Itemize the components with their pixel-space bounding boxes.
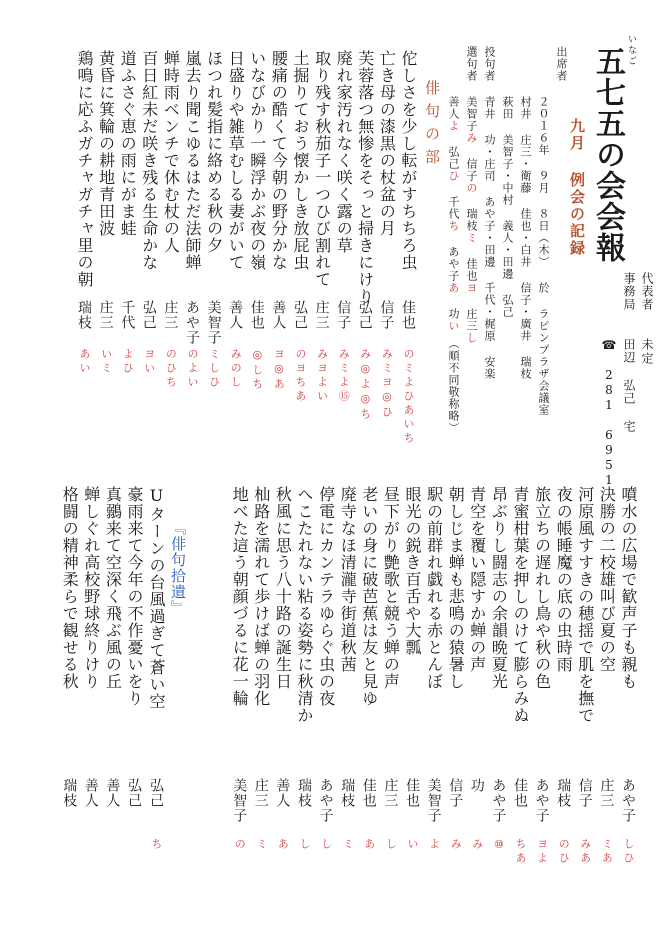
- haiku-text: 停電にカンテラゆらぐ虫の夜: [316, 486, 336, 707]
- haiku-text: 取り残す秋茄子一つひび割れて: [312, 50, 332, 288]
- haiku-author: 瑞枝: [296, 778, 312, 808]
- haiku-text: 旅立ちの遅れし鳥や秋の色: [532, 486, 552, 690]
- haiku-author: 善人: [227, 300, 244, 330]
- haiku-author: 佳也: [360, 778, 377, 808]
- haiku-text: 蝉時雨ベンチで休む杖の人: [161, 50, 181, 254]
- selectors-line-1: 美智子み 信子の 瑞枝ミ 佳也ヨ 庄三し: [465, 96, 478, 344]
- haiku-author: 瑞枝: [555, 778, 572, 808]
- attendees-line-1: 村井 庄三・衛藤 佳也・白井 信子・廣井 瑞枝: [519, 96, 532, 380]
- haiku-votes: ヨ◎あ: [272, 348, 286, 392]
- haiku-text: 日盛りや雑草むしる妻がいて: [226, 50, 246, 271]
- haiku-votes: ち: [150, 838, 163, 852]
- title-ruby: いなご: [626, 34, 636, 67]
- haiku-votes: ⑩: [492, 838, 506, 854]
- office-label: 事務局: [622, 272, 636, 311]
- picks-title: 『俳句拾遺』: [169, 520, 187, 616]
- haiku-author: 善人: [104, 778, 121, 808]
- haiku-author: 佳也: [248, 300, 265, 330]
- haiku-text: 百日紅未だ咲き残る生命かな: [139, 50, 159, 271]
- haiku-text: 佗しさを少し転がすちちろ虫: [399, 50, 418, 271]
- haiku-author: 千代: [119, 300, 136, 330]
- haiku-votes: ヨい: [142, 348, 156, 376]
- haiku-votes: あ: [362, 838, 376, 852]
- haiku-author: 信子: [335, 300, 352, 330]
- haiku-author: 庄三: [97, 300, 114, 330]
- haiku-votes: みミヨ◎ひ: [380, 348, 394, 420]
- haiku-author: 瑞枝: [339, 778, 356, 808]
- haiku-votes: い: [406, 838, 419, 852]
- haiku-author: 弘己: [126, 778, 142, 808]
- haiku-author: 善人: [270, 300, 287, 330]
- haiku-votes: しひ: [622, 838, 635, 866]
- haiku-author: 佳也: [512, 778, 528, 808]
- haiku-votes: み: [449, 838, 463, 852]
- haiku-author: 庄三: [598, 778, 615, 808]
- haiku-text: 眼光の鋭き百舌や大瓢: [403, 486, 422, 656]
- haiku-author: 善人: [274, 778, 291, 808]
- haiku-author: 瑞枝: [76, 300, 92, 330]
- haiku-author: あや子: [533, 778, 550, 823]
- haiku-votes: のヨちあ: [294, 348, 307, 404]
- haiku-author: 弘己: [356, 300, 373, 330]
- haiku-text: 亡き母の漆黒の杖盆の月: [377, 50, 397, 237]
- haiku-votes: ちあ: [514, 838, 527, 866]
- haiku-text: 鶏鳴に応ふガチャガチャ里の朝: [75, 50, 94, 288]
- selectors-line-2: 善人よ 弘己ひ 千代ち あや子あ 功い: [447, 96, 460, 332]
- haiku-author: 庄三: [382, 778, 399, 808]
- haiku-text: 決勝の二校雄叫び夏の空: [597, 486, 617, 673]
- haiku-author: 庄三: [252, 778, 269, 808]
- haiku-votes: ヨよ: [535, 838, 549, 866]
- haiku-votes: みヨよい: [315, 348, 329, 404]
- haiku-text: 蝉しぐれ高校野球終りけり: [81, 486, 101, 690]
- haiku-text: 青空を覆い隠すか蝉の声: [467, 486, 487, 673]
- haiku-votes: のひち: [164, 348, 178, 390]
- posters-label: 投句者: [483, 46, 496, 82]
- haiku-votes: ミ: [254, 838, 268, 852]
- haiku-author: 信子: [447, 778, 464, 808]
- haiku-votes: ミあ: [600, 838, 614, 866]
- attendees-line-2: 萩田 美智子・中村 義人・田邊 弘己: [501, 96, 514, 318]
- haiku-votes: みのし: [229, 348, 243, 390]
- haiku-text: 嵐去り聞こゆるはただ法師蝉: [183, 50, 202, 271]
- haiku-votes: ミしひ: [207, 348, 221, 390]
- haiku-text: 道ふさぐ恵の雨にがま蛙: [118, 50, 138, 237]
- haiku-text: へこたれない粘る姿勢に秋清か: [295, 486, 314, 724]
- haiku-votes: ◎しち: [250, 348, 264, 392]
- meeting-date: ２０１６年 ９月 ８日（木） 於 ラピンプラザ会議室: [537, 96, 550, 416]
- meeting-title: 九月 例会の記録: [568, 118, 586, 257]
- haiku-text: 噴水の広場で歓声子も親も: [619, 486, 638, 690]
- haiku-text: 腰痛の酷くて今朝の野分かな: [269, 50, 289, 271]
- haiku-text: 真鶸来て空深く飛ぶ風の丘: [103, 486, 123, 690]
- haiku-author: 佳也: [404, 778, 420, 808]
- haiku-votes: のミよひあいち: [402, 348, 415, 446]
- haiku-author: 弘己: [140, 300, 157, 330]
- haiku-author: 信子: [576, 778, 593, 808]
- haiku-votes: よ: [427, 838, 441, 852]
- haiku-text: Uターンの台風過ぎて蒼い空: [147, 486, 166, 710]
- haiku-author: 善人: [82, 778, 99, 808]
- haiku-votes: し: [384, 838, 398, 852]
- haiku-text: 昂ぶりし闘志の余韻晩夏光: [489, 486, 509, 690]
- telephone-number: ☎ 281 6951: [602, 338, 616, 488]
- haiku-votes: みあ: [578, 838, 592, 866]
- haiku-author: 庄三: [162, 300, 179, 330]
- haiku-votes: あ: [276, 838, 290, 852]
- haiku-author: 美智子: [231, 778, 248, 823]
- haiku-text: 河原風すすきの穂揺で肌を撫で: [575, 486, 595, 724]
- haiku-text: 秋風に思う八十路の誕生日: [273, 486, 293, 690]
- haiku-author: 佳也: [400, 300, 416, 330]
- selectors-label: 選句者: [465, 46, 478, 82]
- haiku-text: 格闘の精神柔らで観せる秋: [60, 486, 80, 690]
- haiku-author: あや子: [620, 778, 636, 823]
- haiku-votes: ミ: [341, 838, 355, 852]
- attendees-label: 出席者: [555, 46, 568, 82]
- haiku-votes: し: [319, 838, 333, 852]
- haiku-votes: の: [233, 838, 247, 852]
- haiku-text: いなびかり一瞬浮かぶ夜の嶺: [247, 50, 267, 271]
- haiku-author: 庄三: [313, 300, 330, 330]
- posters-line: 青井 功・庄司 あや子・田邊 千代・梶原 安楽: [483, 96, 496, 380]
- haiku-author: 功: [468, 778, 485, 793]
- haiku-votes: みミよ⑮: [337, 348, 351, 404]
- haiku-author: 弘己: [292, 300, 308, 330]
- haiku-text: 老いの身に破芭蕉は友と見ゆ: [359, 486, 379, 707]
- haiku-text: 地べた這う朝顔づるに花一輪: [230, 486, 250, 707]
- haiku-text: 杣路を濡れて歩けば蝉の羽化: [251, 486, 271, 707]
- haiku-section-title: 俳句の部: [423, 80, 441, 172]
- order-note: （順不同敬称略）: [447, 338, 460, 434]
- haiku-text: 昼下がり艶歌と競う蝉の声: [381, 486, 401, 690]
- haiku-text: 青蜜柑葉を押しのけて膨らみぬ: [511, 486, 530, 724]
- haiku-author: 瑞枝: [61, 778, 78, 808]
- haiku-author: 美智子: [425, 778, 442, 823]
- haiku-votes: み◎よ◎ち: [358, 348, 372, 422]
- haiku-votes: よひ: [121, 348, 135, 376]
- haiku-text: 夜の帳睡魔の底の虫時雨: [554, 486, 574, 673]
- representative-label: 代表者: [640, 272, 654, 311]
- haiku-author: あや子: [317, 778, 334, 823]
- haiku-votes: いミ: [99, 348, 113, 376]
- representative-name: 未定: [640, 338, 654, 366]
- haiku-author: あや子: [184, 300, 200, 345]
- haiku-author: あや子: [490, 778, 507, 823]
- haiku-text: 廃れ家汚れなく咲く露の草: [334, 50, 354, 254]
- haiku-author: 信子: [378, 300, 395, 330]
- haiku-author: 美智子: [205, 300, 222, 345]
- haiku-text: 朝しじま蝉も悲鳴の猿暑し: [446, 486, 466, 690]
- haiku-votes: のよい: [186, 348, 199, 390]
- haiku-text: 黄昏に箕輪の耕地青田波: [96, 50, 116, 237]
- haiku-author: 弘己: [148, 778, 164, 808]
- haiku-text: 廃寺なほ清瀧寺街道秋茜: [338, 486, 358, 673]
- haiku-text: 芙蓉落つ無惨をそっと掃きにけり: [355, 50, 375, 305]
- haiku-votes: あい: [78, 348, 91, 376]
- haiku-text: 駅の前群れ戯れる赤とんぼ: [424, 486, 444, 690]
- haiku-votes: のひ: [557, 838, 571, 866]
- newsletter-title: 五七五の会会報: [590, 46, 625, 263]
- office-name: 田辺 弘己 宅: [622, 338, 636, 433]
- haiku-text: ほつれ髪指に絡める秋の夕: [204, 50, 224, 254]
- haiku-votes: み: [470, 838, 484, 852]
- haiku-text: 豪雨来て今年の不作憂いをり: [125, 486, 144, 707]
- haiku-text: 土掘りておう懐かしき放屁虫: [291, 50, 310, 271]
- haiku-votes: し: [298, 838, 311, 852]
